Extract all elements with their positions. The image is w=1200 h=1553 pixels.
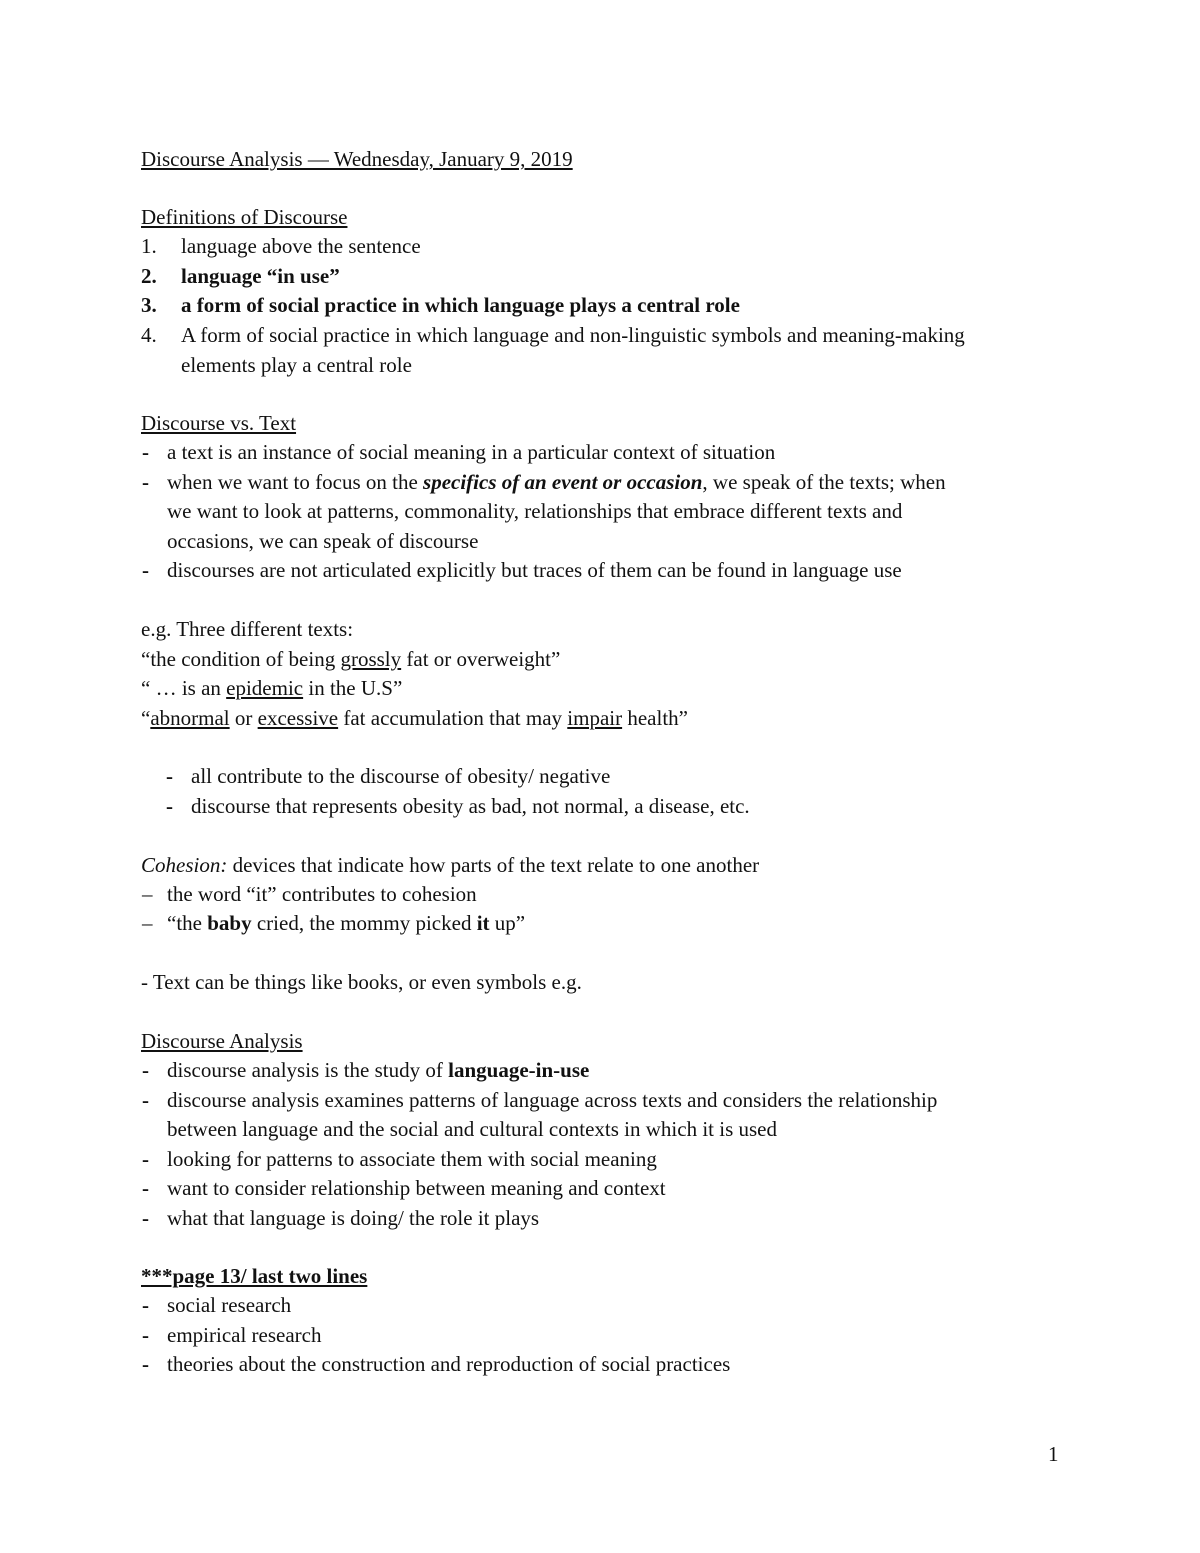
- quote-text: health”: [622, 706, 688, 730]
- bullet-dash: -: [142, 1058, 149, 1082]
- discourse-vs-text-heading: Discourse vs. Text: [141, 411, 297, 435]
- quote-text: or: [229, 706, 258, 730]
- list-item: want to consider relationship between meaning and context: [167, 1176, 666, 1200]
- item-text: discourse analysis is the study of: [167, 1058, 449, 1082]
- example-quote: [141, 674, 402, 702]
- bullet-dash: -: [142, 1323, 149, 1347]
- underlined-word: grossly: [340, 647, 402, 671]
- definition-item: language “in use”: [181, 264, 340, 288]
- list-item: social research: [167, 1293, 292, 1317]
- bullet-dash: -: [166, 794, 173, 818]
- bullet-dash: –: [142, 882, 153, 906]
- bullet-dash: -: [142, 470, 149, 494]
- bullet-dash: –: [142, 911, 153, 935]
- list-item-continued: occasions, we can speak of discourse: [167, 529, 479, 553]
- definition-number: 1.: [141, 234, 157, 258]
- item-text: , we speak of the texts; when: [702, 470, 946, 494]
- bullet-dash: -: [142, 1088, 149, 1112]
- definition-number: 3.: [141, 293, 157, 317]
- page-title: Discourse Analysis — Wednesday, January 9, 2019: [141, 147, 573, 171]
- list-item-continued: we want to look at patterns, commonality, relationships that embrace different texts and: [167, 499, 903, 523]
- list-item: empirical research: [167, 1323, 322, 1347]
- bullet-dash: -: [142, 1206, 149, 1230]
- text-note: - Text can be things like books, or even symbols e.g.: [141, 970, 582, 994]
- bullet-dash: -: [142, 1293, 149, 1317]
- list-item: looking for patterns to associate them with social meaning: [167, 1147, 657, 1171]
- discourse-analysis-heading: Discourse Analysis: [141, 1029, 303, 1053]
- bullet-dash: -: [142, 1352, 149, 1376]
- item-text: when we want to focus on the: [167, 470, 424, 494]
- list-item: discourse that represents obesity as bad, not normal, a disease, etc.: [191, 794, 750, 818]
- bold-word: it: [476, 911, 490, 935]
- bold-word: baby: [207, 911, 252, 935]
- definitions-heading: Definitions of Discourse: [141, 205, 348, 229]
- bold-term: language-in-use: [448, 1058, 590, 1082]
- example-intro: e.g. Three different texts:: [141, 617, 354, 641]
- definition-item: A form of social practice in which language and non-linguistic symbols and meaning-making: [181, 323, 965, 347]
- definition-number: 2.: [141, 264, 157, 288]
- page13-heading: ***page 13/ last two lines: [141, 1264, 368, 1288]
- list-item-continued: between language and the social and cultural contexts in which it is used: [167, 1117, 777, 1141]
- list-item: what that language is doing/ the role it plays: [167, 1206, 540, 1230]
- list-item: discourse analysis examines patterns of language across texts and considers the relationship: [167, 1088, 938, 1112]
- list-item: [167, 1056, 589, 1084]
- list-item: [167, 909, 525, 937]
- item-text: up”: [489, 911, 526, 935]
- quote-text: “the condition of being: [141, 647, 341, 671]
- underlined-word: abnormal: [150, 706, 230, 730]
- list-item: a text is an instance of social meaning in a particular context of situation: [167, 440, 776, 464]
- item-text: cried, the mommy picked: [251, 911, 477, 935]
- quote-text: “: [141, 706, 151, 730]
- cohesion-definition: [141, 851, 759, 879]
- list-item: all contribute to the discourse of obesity/ negative: [191, 764, 611, 788]
- definition-item: language above the sentence: [181, 234, 421, 258]
- example-quote: [141, 645, 560, 673]
- bullet-dash: -: [142, 440, 149, 464]
- example-quote: [141, 704, 688, 732]
- item-text: “the: [167, 911, 208, 935]
- quote-text: in the U.S”: [303, 676, 403, 700]
- bullet-dash: -: [142, 1176, 149, 1200]
- page-number: 1: [1048, 1442, 1059, 1466]
- underlined-word: epidemic: [226, 676, 304, 700]
- definition-item: a form of social practice in which language plays a central role: [181, 293, 740, 317]
- cohesion-term: Cohesion:: [141, 853, 228, 877]
- quote-text: fat accumulation that may: [338, 706, 568, 730]
- definition-text: devices that indicate how parts of the text relate to one another: [227, 853, 760, 877]
- underlined-word: impair: [567, 706, 623, 730]
- definition-item-continued: elements play a central role: [181, 353, 412, 377]
- bullet-dash: -: [142, 558, 149, 582]
- list-item: the word “it” contributes to cohesion: [167, 882, 477, 906]
- bullet-dash: -: [166, 764, 173, 788]
- list-item: [167, 468, 946, 496]
- underlined-word: excessive: [257, 706, 339, 730]
- bullet-dash: -: [142, 1147, 149, 1171]
- emphasis-text: specifics of an event or occasion: [423, 470, 703, 494]
- quote-text: “ … is an: [141, 676, 227, 700]
- definition-number: 4.: [141, 323, 157, 347]
- quote-text: fat or overweight”: [401, 647, 561, 671]
- list-item: theories about the construction and reproduction of social practices: [167, 1352, 731, 1376]
- list-item: discourses are not articulated explicitly but traces of them can be found in language use: [167, 558, 902, 582]
